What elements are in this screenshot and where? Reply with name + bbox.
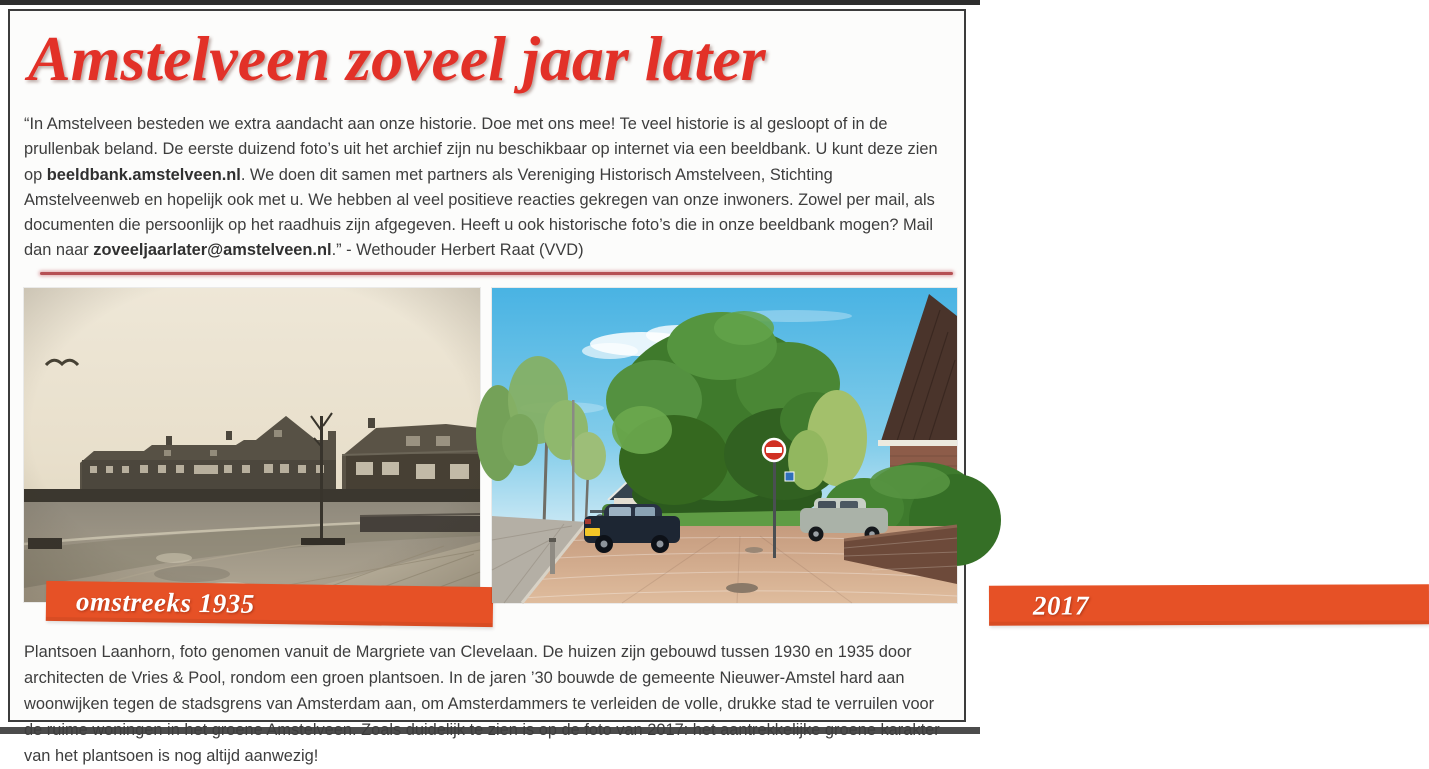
photo-1935-label: omstreeks 1935 [75,586,255,620]
page-title: Amstelveen zoveel jaar later [28,23,766,94]
photo-1935-banner [46,581,494,627]
beeldbank-url-text: beeldbank.amstelveen.nl [46,165,241,184]
intro-text-2: . We doen dit samen met partners als Vereniging Historisch Amstelveen, Stichting Amstelveenweb en hopelijk ook met u. We hebben al veel positieve reacties gekregen van onze inwoners. Zowel per mail, als documenten die persoonlijk op het raadhuis zijn afgegeven. Heeft u ook historische foto’s die in onze beeldbank mogen? Mail dan naar [24,165,935,260]
intro-paragraph [24,112,950,263]
photo-comparison-row [10,288,1090,624]
photo-2017-illustration [492,288,957,603]
lamp-post [572,400,575,522]
scan-edge-top [0,0,980,5]
email-address-text: zoveeljaarlater@amstelveen.nl [93,241,332,260]
section-divider-rule [40,272,953,275]
intro-text-1: “In Amstelveen besteden we extra aandacht aan onze historie. Doe met ons mee! Te veel historie is al gesloopt of in de prullenbak beland. De eerste duizend foto’s uit het archief zijn nu beschikbaar op internet via een beeldbank. U kunt deze zien op [24,115,938,184]
photo-1935-illustration [24,288,480,602]
intro-text-3: .” - Wethouder Herbert Raat (VVD) [331,241,584,260]
photo-2017-banner [989,585,1429,627]
photo-1935 [24,288,480,620]
page-frame [8,9,1090,766]
photo-2017 [492,288,1090,621]
caption-paragraph: Plantsoen Laanhorn, foto genomen vanuit de Margriete van Clevelaan. De huizen zijn gebouwd tussen 1930 en 1935 door architecten de Vries & Pool, rondom een groen plantsoen. In de jaren ’30 bouwde de gemeente Nieuwer-Amstel hard aan woonwijken tegen de stadsgrens van Amsterdam aan, om Amsterdammers te verleiden de volle, drukke stad te verruilen voor de ruime woningen in het groene Amstelveen. Zoals duidelijk te zien is op de foto van 2017: het aantrekkelijke groene karakter van het plantsoen is nog altijd aanwezig! [24,643,940,766]
photo-2017-label: 2017 [1032,590,1090,621]
